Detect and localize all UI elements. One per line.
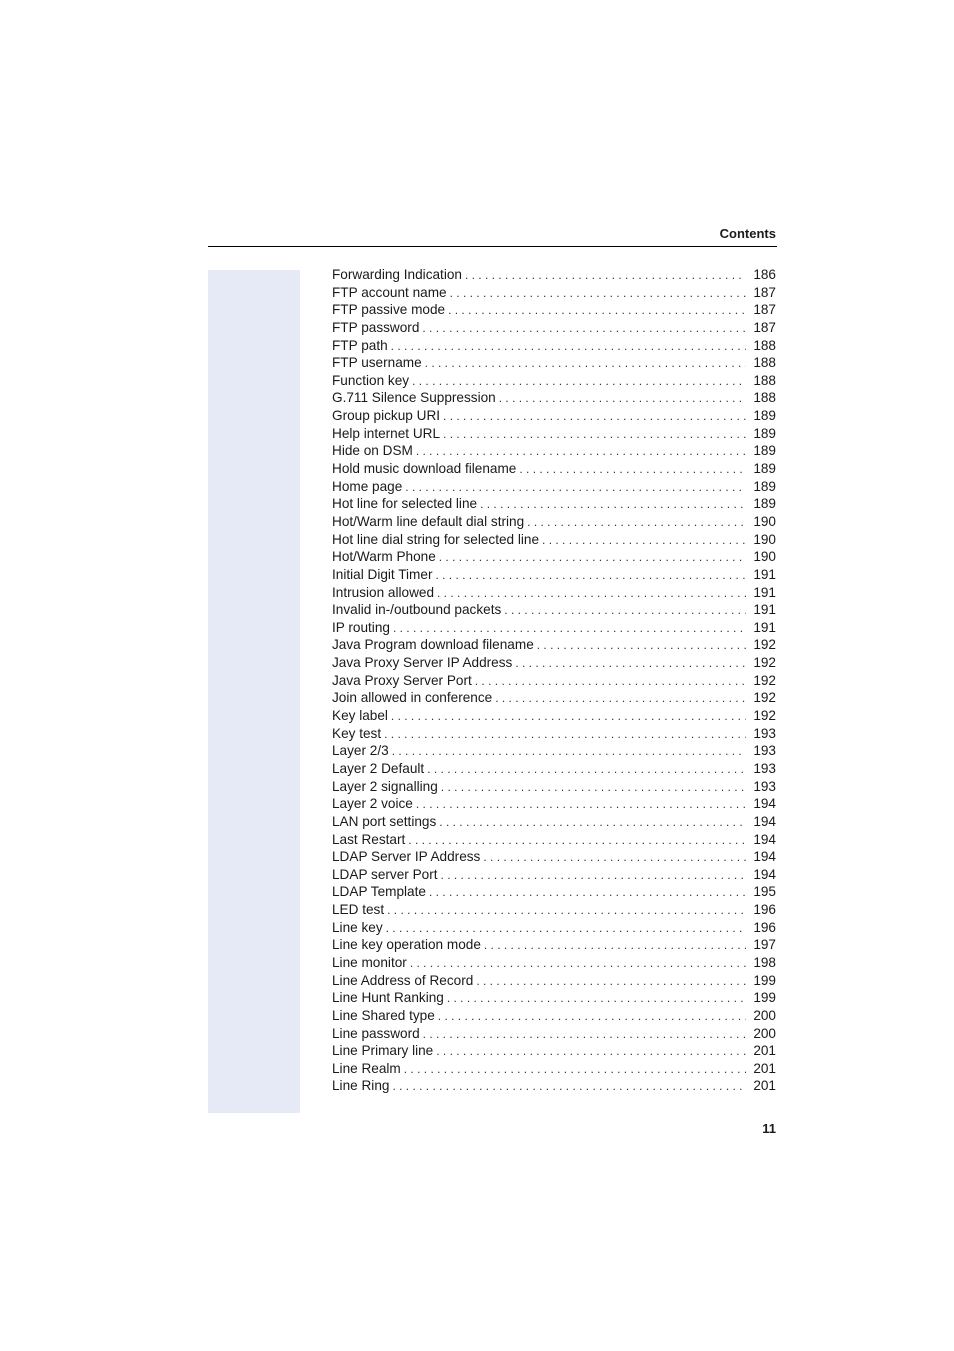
toc-entry-page: 200 (753, 1007, 776, 1023)
toc-entry-page: 201 (753, 1078, 776, 1094)
toc-dot-leader (476, 973, 746, 990)
toc-entry-label: LAN port settings (332, 813, 437, 829)
toc-dot-leader (519, 461, 746, 478)
toc-entry-page: 195 (753, 884, 776, 900)
toc-entry-label: Hide on DSM (332, 443, 413, 459)
toc-entry-label: Group pickup URI (332, 408, 441, 424)
toc-entry-page: 189 (753, 496, 776, 512)
toc-dot-leader (427, 761, 746, 778)
toc-entry[interactable] (332, 954, 776, 972)
toc-dot-leader (537, 637, 746, 654)
toc-entry-label: Layer 2 voice (332, 796, 413, 812)
toc-dot-leader (422, 320, 746, 337)
page-number: 11 (762, 1121, 776, 1136)
toc-entry[interactable] (332, 354, 776, 372)
toc-entry-page: 200 (753, 1025, 776, 1041)
toc-entry-label: Last Restart (332, 831, 406, 847)
toc-dot-leader (439, 549, 746, 566)
toc-entry-page: 190 (753, 549, 776, 565)
toc-entry[interactable] (332, 742, 776, 760)
toc-entry-page: 193 (753, 760, 776, 776)
toc-entry[interactable] (332, 442, 776, 460)
toc-entry[interactable] (332, 831, 776, 849)
toc-dot-leader (441, 867, 746, 884)
toc-entry[interactable] (332, 725, 776, 743)
toc-entry[interactable] (332, 284, 776, 302)
toc-entry-page: 187 (753, 319, 776, 335)
toc-entry[interactable] (332, 1042, 776, 1060)
toc-entry-page: 199 (753, 972, 776, 988)
toc-dot-leader (438, 1008, 746, 1025)
toc-entry[interactable] (332, 389, 776, 407)
toc-entry-page: 192 (753, 708, 776, 724)
toc-entry-label: Hot/Warm line default dial string (332, 513, 525, 529)
toc-entry[interactable] (332, 883, 776, 901)
toc-entry-page: 198 (753, 954, 776, 970)
toc-entry-label: Line Shared type (332, 1007, 435, 1023)
toc-entry[interactable] (332, 989, 776, 1007)
toc-entry-page: 201 (753, 1060, 776, 1076)
toc-entry-label: Line Primary line (332, 1043, 434, 1059)
toc-dot-leader (443, 426, 746, 443)
toc-dot-leader (450, 285, 746, 302)
margin-sidebar (208, 270, 300, 1113)
toc-entry[interactable] (332, 778, 776, 796)
toc-dot-leader (484, 937, 746, 954)
toc-entry-label: Line monitor (332, 954, 407, 970)
toc-entry-page: 196 (753, 902, 776, 918)
toc-dot-leader (393, 620, 746, 637)
toc-entry-page: 194 (753, 831, 776, 847)
toc-entry[interactable] (332, 707, 776, 725)
toc-entry-label: Function key (332, 372, 410, 388)
toc-dot-leader (425, 355, 746, 372)
toc-entry-label: Line key (332, 919, 383, 935)
toc-dot-leader (408, 832, 746, 849)
toc-entry-label: LDAP Template (332, 884, 426, 900)
toc-entry-label: Join allowed in conference (332, 690, 493, 706)
toc-entry-page: 193 (753, 725, 776, 741)
toc-dot-leader (384, 726, 746, 743)
toc-entry[interactable] (332, 636, 776, 654)
toc-entry-label: Java Proxy Server Port (332, 672, 472, 688)
toc-dot-leader (392, 743, 746, 760)
toc-dot-leader (412, 373, 746, 390)
toc-entry-label: Intrusion allowed (332, 584, 435, 600)
toc-dot-leader (436, 1043, 746, 1060)
toc-entry-label: Forwarding Indication (332, 267, 462, 282)
toc-entry[interactable] (332, 266, 776, 284)
toc-entry[interactable] (332, 689, 776, 707)
toc-dot-leader (495, 690, 746, 707)
toc-dot-leader (423, 1026, 746, 1043)
toc-entry-label: Key test (332, 725, 382, 741)
toc-entry[interactable] (332, 495, 776, 513)
toc-entry[interactable] (332, 548, 776, 566)
toc-dot-leader (386, 920, 746, 937)
toc-dot-leader (504, 602, 746, 619)
toc-dot-leader (405, 479, 746, 496)
toc-entry[interactable] (332, 301, 776, 319)
toc-entry-page: 189 (753, 408, 776, 424)
toc-dot-leader (527, 514, 746, 531)
toc-dot-leader (441, 779, 746, 796)
toc-dot-leader (447, 990, 746, 1007)
toc-entry-page: 197 (753, 937, 776, 953)
toc-entry-label: Line Hunt Ranking (332, 990, 444, 1006)
toc-entry-page: 188 (753, 355, 776, 371)
toc-entry[interactable] (332, 936, 776, 954)
toc-entry-page: 192 (753, 690, 776, 706)
toc-dot-leader (391, 338, 746, 355)
toc-dot-leader (499, 390, 746, 407)
toc-entry-label: Line Realm (332, 1060, 401, 1076)
toc-entry-page: 194 (753, 866, 776, 882)
toc-dot-leader (465, 267, 746, 284)
toc-dot-leader (387, 902, 746, 919)
toc-dot-leader (391, 708, 746, 725)
toc-entry[interactable] (332, 901, 776, 919)
header-divider (208, 246, 777, 247)
toc-dot-leader (404, 1061, 746, 1078)
toc-entry[interactable] (332, 972, 776, 990)
toc-entry[interactable] (332, 478, 776, 496)
toc-entry-label: Help internet URL (332, 425, 441, 441)
toc-entry-label: FTP username (332, 355, 422, 371)
toc-dot-leader (416, 796, 746, 813)
toc-entry-page: 192 (753, 655, 776, 671)
toc-entry-label: Line password (332, 1025, 420, 1041)
toc-entry[interactable] (332, 372, 776, 390)
toc-entry-page: 199 (753, 990, 776, 1006)
toc-dot-leader (483, 849, 746, 866)
toc-entry-page: 187 (753, 302, 776, 318)
toc-entry[interactable] (332, 425, 776, 443)
toc-dot-leader (437, 585, 746, 602)
toc-entry[interactable] (332, 513, 776, 531)
toc-dot-leader (448, 302, 746, 319)
toc-dot-leader (439, 814, 746, 831)
toc-entry-label: G.711 Silence Suppression (332, 390, 496, 406)
toc-entry-label: FTP passive mode (332, 302, 446, 318)
toc-entry-label: Hot line dial string for selected line (332, 531, 540, 547)
toc-entry-label: Home page (332, 478, 403, 494)
toc-dot-leader (542, 532, 746, 549)
toc-entry[interactable] (332, 1025, 776, 1043)
toc-entry-page: 194 (753, 813, 776, 829)
toc-entry[interactable] (332, 584, 776, 602)
toc-entry-label: IP routing (332, 619, 390, 635)
toc-dot-leader (435, 567, 746, 584)
toc-entry-page: 191 (753, 602, 776, 618)
toc-dot-leader (429, 884, 746, 901)
toc-entry-label: Line Address of Record (332, 972, 474, 988)
toc-entry[interactable] (332, 566, 776, 584)
toc-entry[interactable] (332, 795, 776, 813)
toc-dot-leader (475, 673, 746, 690)
toc-entry-label: Hot line for selected line (332, 496, 478, 512)
toc-entry-page: 194 (753, 796, 776, 812)
toc-dot-leader (392, 1078, 746, 1095)
toc-entry-label: Java Program download filename (332, 637, 534, 653)
toc-entry-page: 191 (753, 584, 776, 600)
page-header-title: Contents (719, 226, 776, 241)
toc-entry[interactable] (332, 1060, 776, 1078)
toc-entry-label: LDAP server Port (332, 866, 438, 882)
toc-dot-leader (443, 408, 746, 425)
toc-entry-page: 201 (753, 1043, 776, 1059)
toc-entry-page: 192 (753, 672, 776, 688)
toc-entry-label: Layer 2 signalling (332, 778, 438, 794)
toc-entry-label: Hold music download filename (332, 461, 517, 477)
toc-entry-page: 187 (753, 284, 776, 300)
toc-entry-page: 194 (753, 849, 776, 865)
toc-entry-page: 191 (753, 619, 776, 635)
toc-entry[interactable] (332, 760, 776, 778)
toc-entry[interactable] (332, 1077, 776, 1095)
toc-entry-label: Layer 2 Default (332, 760, 425, 776)
toc-entry-page: 190 (753, 531, 776, 547)
toc-entry[interactable] (332, 654, 776, 672)
toc-entry-label: Key label (332, 708, 388, 724)
toc-entry-label: FTP password (332, 319, 420, 335)
table-of-contents (332, 266, 776, 1095)
toc-entry[interactable] (332, 672, 776, 690)
toc-entry-label: Java Proxy Server IP Address (332, 655, 513, 671)
toc-dot-leader (416, 443, 746, 460)
toc-entry[interactable] (332, 319, 776, 337)
toc-entry-page: 193 (753, 778, 776, 794)
toc-dot-leader (480, 496, 746, 513)
toc-entry[interactable] (332, 619, 776, 637)
toc-entry-page: 188 (753, 372, 776, 388)
toc-entry-page: 186 (753, 267, 776, 282)
toc-entry-label: Initial Digit Timer (332, 566, 433, 582)
toc-entry-page: 189 (753, 478, 776, 494)
toc-entry-page: 191 (753, 566, 776, 582)
toc-entry[interactable] (332, 460, 776, 478)
toc-entry-page: 190 (753, 513, 776, 529)
toc-entry-page: 193 (753, 743, 776, 759)
toc-entry[interactable] (332, 919, 776, 937)
toc-entry-label: Line key operation mode (332, 937, 481, 953)
toc-entry-label: Hot/Warm Phone (332, 549, 436, 565)
toc-entry-label: Line Ring (332, 1078, 390, 1094)
toc-entry-page: 188 (753, 337, 776, 353)
toc-entry[interactable] (332, 866, 776, 884)
toc-entry-label: FTP path (332, 337, 388, 353)
toc-entry[interactable] (332, 407, 776, 425)
toc-entry[interactable] (332, 813, 776, 831)
toc-entry[interactable] (332, 337, 776, 355)
toc-dot-leader (515, 655, 746, 672)
toc-dot-leader (410, 955, 746, 972)
toc-entry-page: 188 (753, 390, 776, 406)
toc-entry-label: Invalid in-/outbound packets (332, 602, 502, 618)
toc-entry-page: 189 (753, 425, 776, 441)
toc-entry-page: 196 (753, 919, 776, 935)
toc-entry-page: 189 (753, 461, 776, 477)
toc-entry[interactable] (332, 531, 776, 549)
toc-entry[interactable] (332, 848, 776, 866)
toc-entry-page: 189 (753, 443, 776, 459)
toc-entry[interactable] (332, 601, 776, 619)
toc-entry-page: 192 (753, 637, 776, 653)
toc-entry[interactable] (332, 1007, 776, 1025)
toc-entry-label: Layer 2/3 (332, 743, 389, 759)
toc-entry-label: LDAP Server IP Address (332, 849, 481, 865)
toc-entry-label: LED test (332, 902, 385, 918)
toc-entry-label: FTP account name (332, 284, 447, 300)
